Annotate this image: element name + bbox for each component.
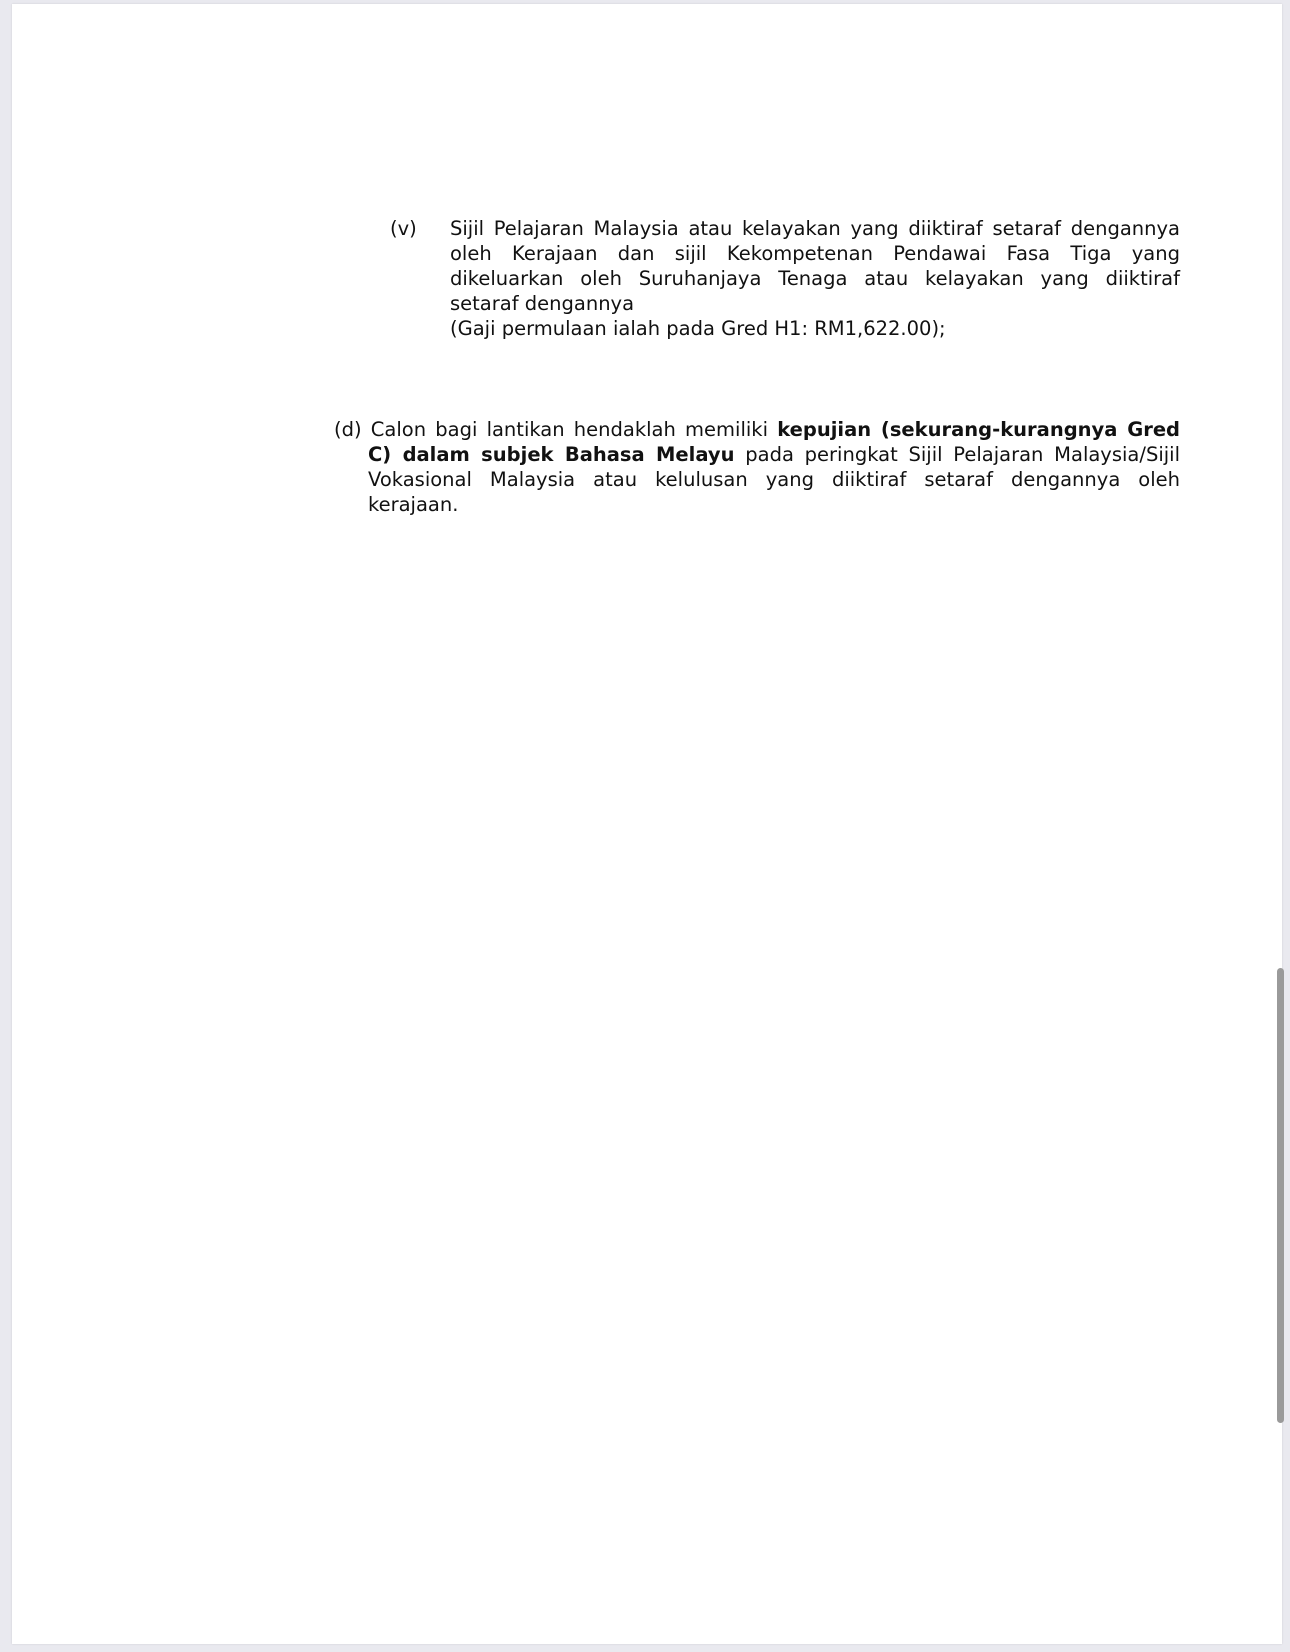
document-page <box>12 4 1282 1644</box>
item-d-text-before: Calon bagi lantikan hendaklah memiliki <box>370 418 778 441</box>
vertical-scrollbar[interactable] <box>1274 0 1286 1652</box>
list-item-d-text <box>334 417 1180 517</box>
scrollbar-thumb[interactable] <box>1277 968 1284 1423</box>
list-marker-d: (d) <box>334 418 371 441</box>
item-d-text-after: pada peringkat Sijil Pelajaran Malaysia/Sijil Vokasional Malaysia atau kelulusan yang diiktiraf setaraf dengannya oleh kerajaan. <box>368 443 1180 516</box>
list-marker-v: (v) <box>390 217 417 240</box>
list-item-v-text: Sijil Pelajaran Malaysia atau kelayakan yang diiktiraf setaraf dengannya oleh Kerajaan dan sijil Kekompetenan Pendawai Fasa Tiga yang dikeluarkan oleh Suruhanjaya Tenaga atau kelayakan yang diiktiraf setaraf dengannya <box>450 217 1180 315</box>
list-item-v <box>390 216 1180 316</box>
list-item-d <box>334 417 1180 517</box>
item-d-bold-requirement: kepujian (sekurang-kurangnya Gred C) dalam subjek Bahasa Melayu <box>368 418 1181 466</box>
salary-note: (Gaji permulaan ialah pada Gred H1: RM1,622.00); <box>450 317 946 340</box>
